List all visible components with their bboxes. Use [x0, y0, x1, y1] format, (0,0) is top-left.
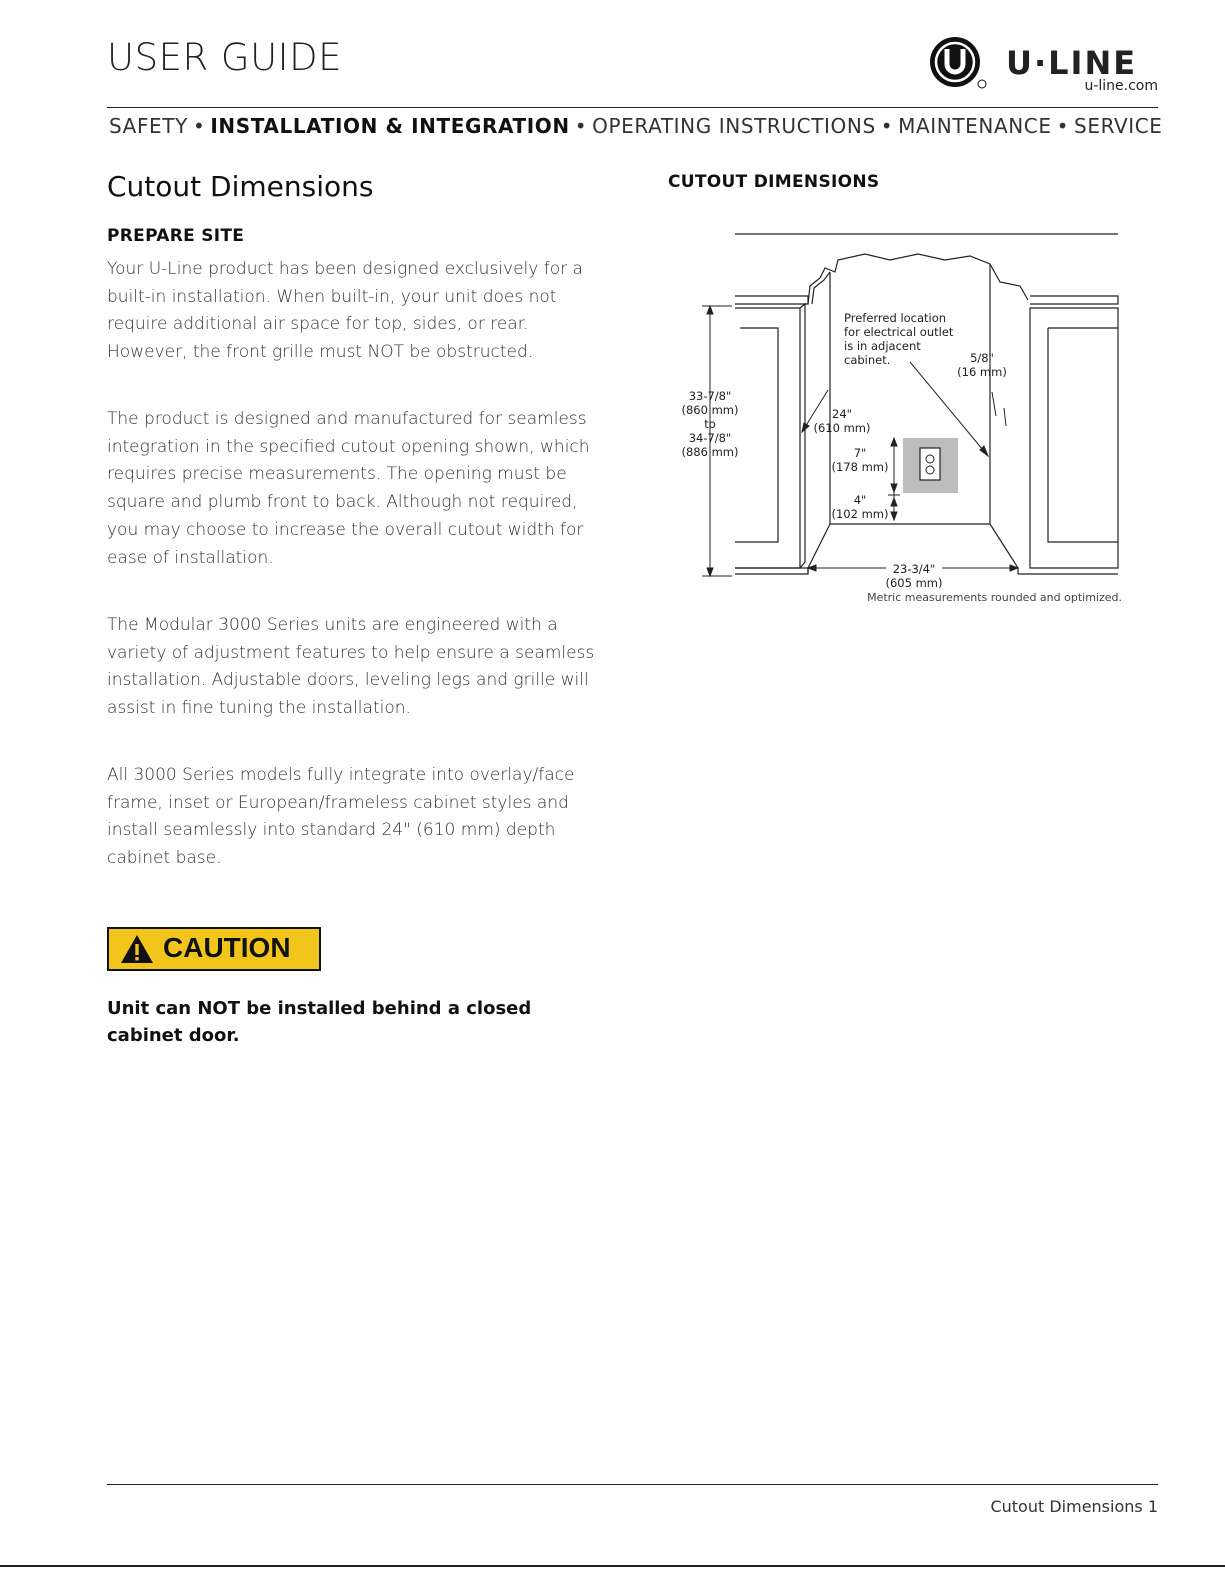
right-cabinet-door	[1048, 328, 1118, 542]
opening-floor-left	[808, 524, 830, 568]
nav-separator: •	[574, 114, 588, 138]
body-paragraph: Your U-Line product has been designed exclusively for a built-in installation. When built-in, your unit does not require additional air space for top, sides, or rear. However, the front grille must NOT be obstructed.	[107, 259, 583, 363]
right-cabinet	[1030, 308, 1118, 568]
height-label: to	[704, 417, 716, 431]
outlet-height-label: (178 mm)	[831, 460, 889, 474]
width-label: 23-3/4"	[892, 562, 936, 576]
right-countertop	[1030, 296, 1118, 304]
outlet-note-line: Preferred location	[844, 311, 947, 325]
left-cabinet-door	[735, 328, 778, 542]
nav-item-maintenance[interactable]: MAINTENANCE	[898, 114, 1052, 138]
nav-separator: •	[192, 114, 206, 138]
body-paragraph: The product is designed and manufactured for seamless integration in the specified cutout opening shown, which requires precise measurements. The opening must be square and plumb front to back. Although not required, you may choose to increase the overall cutout width for ease of installation.	[107, 409, 590, 568]
brand-url: u-line.com	[1084, 78, 1158, 94]
caution-warning-text: Unit can NOT be installed behind a closed cabinet door.	[107, 998, 532, 1046]
caution-text: CAUTION	[163, 932, 291, 963]
prepare-site-heading: PREPARE SITE	[107, 226, 245, 246]
left-toe-kick	[735, 568, 808, 574]
left-countertop	[735, 296, 808, 304]
footer-divider	[107, 1484, 1158, 1485]
height-label: (886 mm)	[681, 445, 739, 459]
opening-floor-right	[990, 524, 1018, 568]
brand-name: U·LINE	[1006, 44, 1138, 82]
nav-item-installation[interactable]: INSTALLATION & INTEGRATION	[210, 114, 570, 138]
page-header-title: USER GUIDE	[107, 36, 342, 79]
warning-triangle-icon	[119, 933, 155, 965]
cutout-dimensions-diagram	[660, 220, 1130, 620]
header-divider	[107, 107, 1158, 108]
height-label: 34-7/8"	[688, 431, 732, 445]
page-bottom-edge	[0, 1565, 1225, 1567]
outlet-base-label: 4"	[853, 493, 867, 507]
height-label: (860 mm)	[681, 403, 739, 417]
outlet-note-line: for electrical outlet	[844, 325, 954, 339]
nav-item-safety[interactable]: SAFETY	[109, 114, 188, 138]
back-wall-break	[808, 254, 1028, 304]
diagram-heading: CUTOUT DIMENSIONS	[668, 172, 880, 192]
body-paragraph: The Modular 3000 Series units are engineered with a variety of adjustment features to help ensure a seamless installation. Adjustable doors, leveling legs and grille will assist in fine tuning the installation.	[107, 615, 595, 719]
section-title: Cutout Dimensions	[107, 170, 374, 203]
left-cabinet	[735, 308, 800, 568]
outlet-note-line: cabinet.	[844, 353, 891, 367]
nav-separator: •	[880, 114, 894, 138]
u-line-logo-icon	[928, 36, 988, 96]
nav-item-service[interactable]: SERVICE	[1074, 114, 1163, 138]
width-label: (605 mm)	[885, 576, 943, 590]
outlet-note-line: is in adjacent	[844, 339, 921, 353]
section-nav	[109, 114, 1163, 138]
brand-logo	[928, 36, 1160, 96]
outlet-base-label: (102 mm)	[831, 507, 889, 521]
footer-page-label: Cutout Dimensions 1	[990, 1497, 1158, 1516]
gap-label: 5/8"	[970, 351, 994, 365]
electrical-outlet-icon	[920, 448, 940, 480]
height-label: 33-7/8"	[688, 389, 732, 403]
depth-label: (610 mm)	[813, 421, 871, 435]
depth-label: 24"	[832, 407, 852, 421]
diagram-footnote: Metric measurements rounded and optimized.	[867, 591, 1122, 604]
body-paragraph: All 3000 Series models fully integrate into overlay/face frame, inset or European/frameless cabinet styles and install seamlessly into standard 24" (610 mm) depth cabinet base.	[107, 765, 575, 869]
left-cabinet-side	[800, 304, 805, 568]
outlet-height-label: 7"	[853, 446, 867, 460]
nav-item-operating[interactable]: OPERATING INSTRUCTIONS	[592, 114, 876, 138]
caution-label	[107, 927, 321, 971]
nav-separator: •	[1056, 114, 1070, 138]
gap-label: (16 mm)	[957, 365, 1007, 379]
